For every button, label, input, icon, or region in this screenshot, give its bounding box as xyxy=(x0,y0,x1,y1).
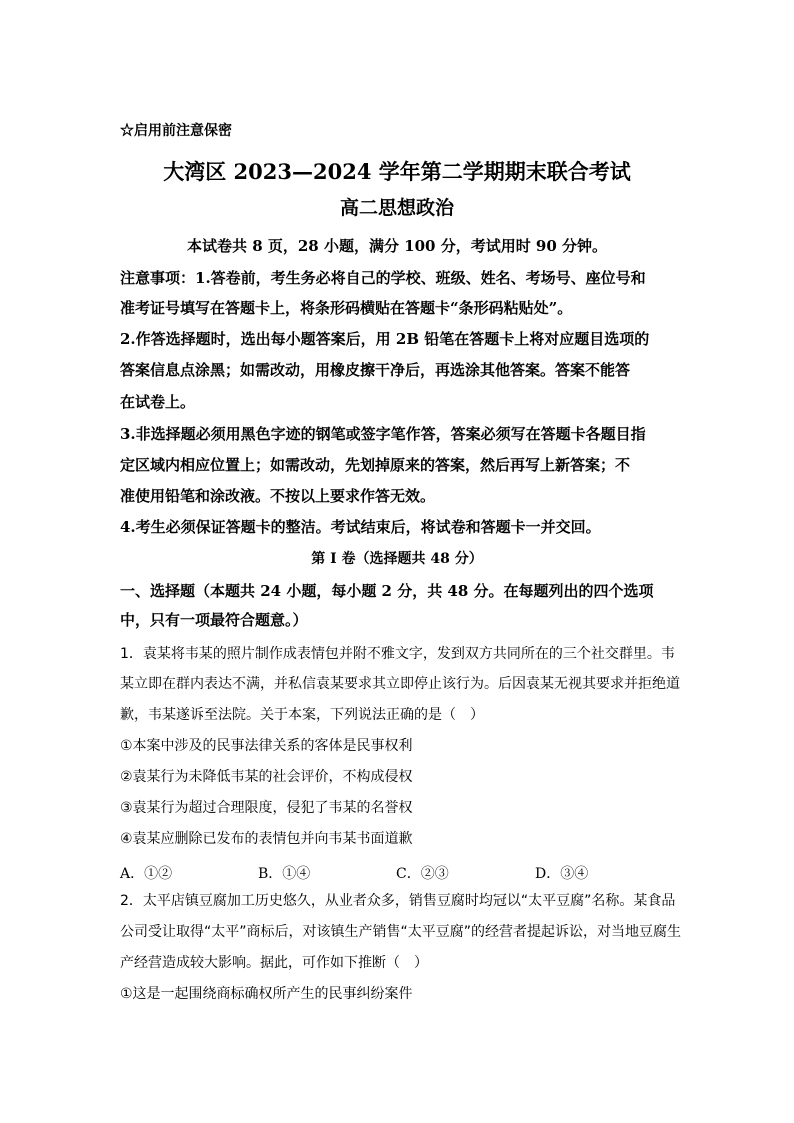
part-heading-line-2: 中，只有一项最符合题意。） xyxy=(120,611,308,629)
q1-item-3: ③袁某行为超过合理限度，侵犯了韦某的名誉权 xyxy=(120,800,413,816)
q1-item-2: ②袁某行为未降低韦某的社会评价，不构成侵权 xyxy=(120,769,413,785)
exam-info: 本试卷共 8 页，28 小题，满分 100 分，考试用时 90 分钟。 xyxy=(186,237,608,255)
q1-item-1: ①本案中涉及的民事法律关系的客体是民事权利 xyxy=(120,738,413,754)
q1-stem-line-2: 某立即在群内表达不满，并私信袁某要求其立即停止该行为。后因袁某无视其要求并拒绝道 xyxy=(120,676,680,692)
notes-line-6: 3.非选择题必须用黑色字迹的钢笔或签字笔作答，答案必须写在答题卡各题目指 xyxy=(120,425,646,443)
notes-line-2: 准考证号填写在答题卡上，将条形码横贴在答题卡“条形码粘贴处”。 xyxy=(120,299,573,317)
volume-title: 第 I 卷（选择题共 48 分） xyxy=(311,551,483,567)
q2-stem-line-2: 公司受让取得“太平”商标后，对该镇生产销售“太平豆腐”的经营者提起诉讼，对当地豆腐生 xyxy=(120,924,682,940)
notes-line-9: 4.考生必须保证答题卡的整洁。考试结束后，将试卷和答题卡一并交回。 xyxy=(120,518,601,536)
q1-stem-line-3: 歉，韦某遂诉至法院。关于本案，下列说法正确的是（ ） xyxy=(120,707,484,723)
exam-subject: 高二思想政治 xyxy=(339,197,454,219)
notes-line-7: 定区域内相应位置上；如需改动，先划掉原来的答案，然后再写上新答案；不 xyxy=(120,456,631,474)
q1-stem-line-1: 1．袁某将韦某的照片制作成表情包并附不雅文字，发到双方共同所在的三个社交群里。韦 xyxy=(120,646,675,662)
q1-option-c: C．②③ xyxy=(396,866,449,882)
notes-line-8: 准使用铅笔和涂改液。不按以上要求作答无效。 xyxy=(120,487,436,505)
notes-line-3: 2.作答选择题时，选出每小题答案后，用 2B 铅笔在答题卡上将对应题目选项的 xyxy=(120,330,650,348)
notes-line-1: 注意事项：1.答卷前，考生务必将自己的学校、班级、姓名、考场号、座位号和 xyxy=(120,269,646,287)
part-heading-line-1: 一、选择题（本题共 24 小题，每小题 2 分，共 48 分。在每题列出的四个选项 xyxy=(120,582,654,600)
q1-option-d: D．③④ xyxy=(535,866,589,882)
q1-option-b: B．①④ xyxy=(258,866,311,882)
q1-item-4: ④袁某应删除已发布的表情包并向韦某书面道歉 xyxy=(120,831,413,847)
exam-title: 大湾区 2023—2024 学年第二学期期末联合考试 xyxy=(163,159,631,184)
q1-option-a: A．①② xyxy=(120,866,173,882)
q2-stem-line-1: 2．太平店镇豆腐加工历史悠久，从业者众多，销售豆腐时均冠以“太平豆腐”名称。某食品 xyxy=(120,893,676,909)
secret-mark: ☆启用前注意保密 xyxy=(120,123,232,139)
q2-item-1: ①这是一起围绕商标确权所产生的民事纠纷案件 xyxy=(120,986,413,1002)
q2-stem-line-3: 产经营造成较大影响。据此，可作如下推断（ ） xyxy=(120,955,428,971)
notes-line-5: 在试卷上。 xyxy=(120,393,196,411)
notes-line-4: 答案信息点涂黑；如需改动，用橡皮擦干净后，再选涂其他答案。答案不能答 xyxy=(120,361,631,379)
